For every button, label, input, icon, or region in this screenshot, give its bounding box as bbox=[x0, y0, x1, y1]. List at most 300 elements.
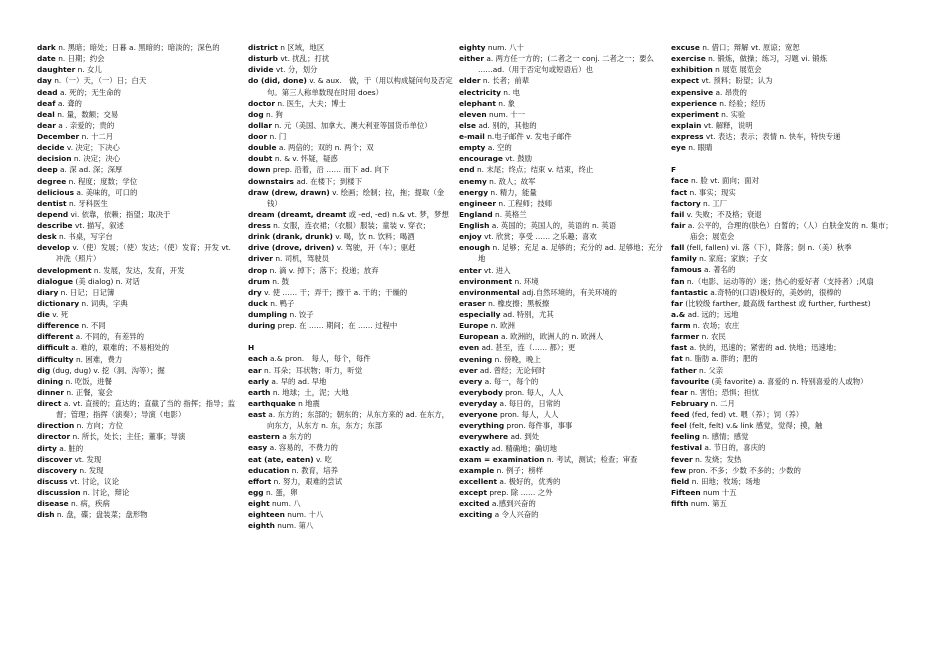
entry-definition: n. 门 bbox=[269, 132, 287, 141]
entry-definition: vt. 发现 bbox=[74, 454, 102, 464]
entry-word: eye bbox=[671, 143, 686, 153]
vocab-entry bbox=[671, 209, 893, 220]
entry-definition: n. 发展，发达，发育，开发 bbox=[93, 265, 185, 275]
entry-definition: n. 英格兰 bbox=[495, 209, 527, 219]
entry-definition: (比较级 farther, 最高级 farthest 或 further, furthest) bbox=[685, 298, 871, 308]
entry-word: enough bbox=[459, 243, 491, 253]
entry-word: fast bbox=[671, 343, 688, 353]
vocab-entry bbox=[248, 231, 454, 242]
entry-definition: a 东方的 bbox=[282, 432, 312, 442]
vocab-entry bbox=[37, 454, 237, 465]
vocab-entry bbox=[37, 398, 237, 420]
entry-definition: n. 象 bbox=[498, 98, 516, 108]
entry-word: diary bbox=[37, 287, 59, 297]
vocab-entry bbox=[671, 253, 893, 264]
vocab-entry bbox=[248, 454, 454, 465]
entry-word: day bbox=[37, 76, 52, 86]
entry-definition: n. 讨论，辩论 bbox=[82, 488, 130, 497]
vocab-entry bbox=[671, 320, 893, 331]
entry-definition: vt. 讨论，议论 bbox=[70, 476, 119, 486]
entry-definition: n. 实验 bbox=[721, 109, 746, 119]
vocab-entry bbox=[248, 476, 454, 487]
vocab-entry bbox=[459, 87, 664, 98]
entry-word: everything bbox=[459, 421, 505, 431]
entry-definition: n. 地球；土，泥；大地 bbox=[272, 387, 349, 397]
entry-definition: prep. 沿着，沿 …… 而下 ad. 向下 bbox=[272, 165, 390, 175]
entry-definition: n. 困难，费力 bbox=[75, 354, 123, 364]
vocab-entry bbox=[37, 42, 237, 53]
entry-word: dream (dreamt, dreamt bbox=[248, 209, 347, 219]
entry-word: dentist bbox=[37, 198, 67, 208]
entry-word: enemy bbox=[459, 176, 487, 186]
vocab-entry bbox=[671, 420, 893, 431]
entry-word: eastern bbox=[248, 432, 280, 442]
entry-definition: n. 经验；经历 bbox=[719, 98, 766, 108]
vocab-entry bbox=[671, 454, 893, 465]
entry-word: downstairs bbox=[248, 176, 294, 186]
entry-definition: n. 电 bbox=[503, 87, 521, 97]
vocab-entry bbox=[671, 64, 893, 75]
entry-word: everyday bbox=[459, 399, 498, 408]
entry-word: family bbox=[671, 254, 697, 264]
entry-definition: ad. 甚至，连（…… 都）；更 bbox=[481, 343, 576, 353]
entry-definition: a. 聋的 bbox=[57, 98, 82, 108]
entry-word: driver bbox=[248, 254, 273, 264]
entry-word: deep bbox=[37, 165, 58, 175]
entry-definition: pron. 每人，人人 bbox=[505, 387, 564, 397]
entry-definition: vt. 分，划分 bbox=[275, 65, 318, 75]
entry-definition: n. 十二月 bbox=[81, 132, 114, 141]
entry-word: dig bbox=[37, 365, 51, 375]
vocab-entry bbox=[37, 509, 237, 520]
entry-word: energy bbox=[459, 187, 489, 197]
blank-line bbox=[671, 153, 893, 164]
vocab-entry bbox=[459, 42, 664, 53]
entry-word: exam = examination bbox=[459, 454, 545, 464]
entry-word: difference bbox=[37, 321, 80, 331]
entry-definition: n. 农民 bbox=[701, 332, 726, 342]
vocab-entry bbox=[248, 376, 454, 387]
vocab-entry bbox=[671, 498, 893, 509]
entry-word: environmental bbox=[459, 287, 520, 297]
entry-definition: n. 元（美国、加拿大、澳大利亚等国货币单位） bbox=[274, 120, 432, 130]
entry-definition: n. 工厂 bbox=[703, 198, 728, 208]
vocab-entry bbox=[248, 109, 454, 120]
vocab-entry bbox=[459, 487, 664, 498]
entry-definition: pron. 不多；少数 不多的；少数的 bbox=[688, 465, 801, 475]
entry-word: empty bbox=[459, 143, 486, 153]
entry-definition: n. 二月 bbox=[710, 398, 735, 408]
vocab-entry bbox=[37, 64, 237, 75]
entry-word: director bbox=[37, 432, 71, 442]
entry-definition: n. 欧洲 bbox=[490, 321, 515, 331]
entry-word: everybody bbox=[459, 387, 503, 397]
vocab-entry bbox=[671, 87, 893, 98]
entry-definition: n. 耳朵；耳状物；听力，听觉 bbox=[264, 365, 363, 375]
entry-word: fall bbox=[671, 243, 685, 253]
entry-word: fifth bbox=[671, 499, 689, 509]
entry-word: dish bbox=[37, 510, 55, 520]
entry-definition: a. 著名的 bbox=[704, 265, 736, 275]
entry-definition: n. 父亲 bbox=[699, 365, 724, 375]
entry-word: exercise bbox=[671, 54, 706, 64]
entry-definition: n. 日期；约会 bbox=[58, 54, 105, 64]
entry-definition: ad. 特别，尤其 bbox=[502, 310, 554, 319]
vocab-entry bbox=[459, 387, 664, 398]
entry-word: factory bbox=[671, 198, 701, 208]
vocab-entry bbox=[459, 420, 664, 431]
entry-word: dear bbox=[37, 120, 56, 130]
vocab-entry bbox=[248, 131, 454, 142]
vocab-entry bbox=[248, 298, 454, 309]
entry-definition: vt. 预料；盼望；认为 bbox=[701, 76, 773, 86]
vocab-entry bbox=[671, 376, 893, 387]
vocab-entry bbox=[248, 409, 454, 431]
vocab-entry bbox=[37, 120, 237, 131]
entry-word: decide bbox=[37, 143, 65, 153]
entry-word: desk bbox=[37, 232, 57, 242]
entry-definition: n. 末尾；终点；结束 v. 结束，终止 bbox=[476, 165, 594, 175]
vocab-entry bbox=[248, 120, 454, 131]
entry-word: express bbox=[671, 132, 704, 141]
column-3 bbox=[459, 42, 664, 520]
vocab-entry bbox=[459, 309, 664, 320]
blank-line bbox=[248, 331, 454, 342]
vocab-entry bbox=[671, 409, 893, 420]
entry-definition: n. 女服，连衣裙；（衣服）服装；童装 v. 穿衣； bbox=[273, 221, 431, 230]
entry-definition: v. 喝，饮 n. 饮料；喝酒 bbox=[335, 232, 415, 242]
entry-word: eraser bbox=[459, 298, 486, 308]
entry-definition: n. 努力，艰难的尝试 bbox=[273, 476, 343, 486]
entry-definition: n. 程度；度数；学位 bbox=[68, 176, 138, 186]
vocab-entry bbox=[671, 120, 893, 131]
entry-word: a.& bbox=[671, 309, 686, 319]
column-2 bbox=[248, 42, 454, 531]
entry-definition: a . 亲爱的；贵的 bbox=[58, 120, 115, 130]
entry-definition: adj.自然环境的，有关环境的 bbox=[522, 287, 617, 297]
entry-definition: ad. 在楼下；到楼下 bbox=[296, 176, 362, 186]
vocab-entry bbox=[459, 153, 664, 164]
entry-definition: n. 橡皮擦；黑板擦 bbox=[488, 298, 550, 308]
vocab-entry bbox=[248, 187, 454, 209]
entry-word: difficulty bbox=[37, 354, 74, 364]
vocab-entry bbox=[459, 287, 664, 298]
entry-definition: n. 滴 v. 掉下；落下；投递；放弃 bbox=[269, 265, 379, 275]
vocab-entry bbox=[459, 465, 664, 476]
entry-word: fat bbox=[671, 354, 683, 364]
vocab-entry bbox=[671, 442, 893, 453]
entry-word: Europe bbox=[459, 321, 489, 331]
vocab-entry bbox=[671, 353, 893, 364]
entry-definition: a. 每日的，日常的 bbox=[499, 399, 561, 408]
entry-definition: a. 东方的；东部的；朝东的；从东方来的 ad. 在东方，向东方，从东方 n. 东，东方；东部 bbox=[267, 410, 449, 431]
vocab-entry bbox=[248, 75, 454, 97]
entry-definition: n. 脂肪 a. 胖的；肥的 bbox=[685, 354, 758, 364]
entry-definition: n. 狗 bbox=[266, 109, 283, 119]
vocab-entry bbox=[37, 498, 237, 509]
entry-definition: v. 决定；下决心 bbox=[66, 143, 120, 153]
entry-definition: n. 考试，测试；检查；审查 bbox=[546, 454, 638, 464]
entry-word: every bbox=[459, 376, 483, 386]
vocab-entry bbox=[248, 176, 454, 187]
entry-definition: n. 例子；榜样 bbox=[496, 465, 544, 475]
entry-definition: v. 失败；不及格；衰退 bbox=[686, 209, 762, 219]
entry-word: exhibition bbox=[671, 65, 713, 75]
entry-definition: pron. 每件事，事事 bbox=[506, 421, 573, 431]
vocab-entry bbox=[37, 198, 237, 209]
entry-word: eleven bbox=[459, 109, 487, 119]
vocab-entry bbox=[37, 342, 237, 353]
vocab-entry bbox=[459, 320, 664, 331]
entry-definition: n 地震 bbox=[298, 398, 320, 408]
entry-definition: n. 方向；方位 bbox=[76, 421, 123, 431]
vocab-entry bbox=[248, 387, 454, 398]
vocab-entry bbox=[248, 309, 454, 320]
vocab-entry bbox=[248, 320, 454, 331]
vocab-entry bbox=[37, 365, 237, 376]
entry-definition: a. 节日的，喜庆的 bbox=[704, 443, 766, 453]
vocab-entry bbox=[671, 53, 893, 64]
entry-word: either bbox=[459, 54, 484, 64]
entry-word: during bbox=[248, 321, 276, 331]
vocab-entry bbox=[671, 476, 893, 487]
vocab-entry bbox=[459, 276, 664, 287]
entry-definition: n. 眼睛 bbox=[688, 143, 713, 153]
vocab-entry bbox=[248, 431, 454, 442]
entry-word: delicious bbox=[37, 187, 75, 197]
vocab-entry bbox=[37, 153, 237, 164]
entry-definition: n. 黑暗；暗处；日暮 a. 黑暗的；暗淡的；深色的 bbox=[58, 43, 220, 52]
vocab-entry bbox=[37, 298, 237, 309]
entry-definition: n. 决定；决心 bbox=[73, 154, 121, 164]
entry-definition: n 展览 展览会 bbox=[715, 65, 762, 75]
entry-word: experience bbox=[671, 98, 717, 108]
vocab-entry bbox=[248, 53, 454, 64]
entry-word: everyone bbox=[459, 410, 498, 420]
entry-word: develop bbox=[37, 243, 71, 253]
entry-word: February bbox=[671, 398, 709, 408]
vocab-entry bbox=[671, 276, 893, 287]
entry-word: fever bbox=[671, 454, 693, 464]
vocab-entry bbox=[671, 487, 893, 498]
entry-word: eat (ate, eaten) bbox=[248, 454, 314, 464]
vocab-entry bbox=[37, 187, 237, 198]
vocab-entry bbox=[459, 354, 664, 365]
entry-definition: n. 词典，字典 bbox=[81, 298, 128, 308]
entry-definition: n.电子邮件 v. 发电子邮件 bbox=[487, 132, 572, 141]
entry-word: feeling bbox=[671, 432, 700, 442]
vocab-entry bbox=[459, 220, 664, 231]
entry-word: double bbox=[248, 143, 277, 153]
entry-word: everywhere bbox=[459, 432, 509, 442]
entry-word: engineer bbox=[459, 198, 497, 208]
entry-word: earth bbox=[248, 387, 271, 397]
vocab-entry bbox=[248, 487, 454, 498]
vocab-entry bbox=[459, 454, 664, 465]
vocab-entry bbox=[37, 276, 237, 287]
entry-definition: a. 脏的 bbox=[59, 443, 84, 453]
entry-definition: (dug, dug) v. 挖（洞、沟等）；掘 bbox=[52, 365, 165, 375]
vocab-entry bbox=[671, 398, 893, 409]
entry-word: do (did, done) bbox=[248, 76, 307, 86]
vocab-entry bbox=[37, 331, 237, 342]
entry-word: drink (drank, drunk) bbox=[248, 232, 333, 242]
vocab-entry bbox=[459, 443, 664, 454]
vocab-entry bbox=[459, 365, 664, 376]
vocab-entry bbox=[248, 498, 454, 509]
entry-word: Fifteen bbox=[671, 487, 701, 497]
vocab-entry bbox=[248, 209, 454, 220]
entry-word: degree bbox=[37, 176, 67, 186]
entry-word: exactly bbox=[459, 443, 490, 453]
entry-definition: a. 不同的，有差异的 bbox=[75, 332, 144, 342]
vocab-entry bbox=[248, 64, 454, 75]
vocab-entry bbox=[248, 276, 454, 287]
entry-word: dress bbox=[248, 221, 271, 230]
entry-word: draw (drew, drawn) bbox=[248, 187, 330, 197]
entry-definition: ad. 曾经；无论何时 bbox=[479, 365, 546, 375]
entry-word: dirty bbox=[37, 443, 57, 453]
entry-word: door bbox=[248, 132, 268, 141]
vocab-entry bbox=[37, 231, 237, 242]
entry-definition: n. 鼓 bbox=[272, 276, 290, 286]
entry-word: dead bbox=[37, 87, 58, 97]
vocab-entry bbox=[671, 175, 893, 186]
vocab-entry bbox=[37, 265, 237, 276]
vocab-entry bbox=[37, 220, 237, 231]
vocab-entry bbox=[671, 342, 893, 353]
entry-definition: n. 日记；日记簿 bbox=[60, 287, 115, 297]
entry-definition: a. 两方任一方的；(二者之一 conj. 二者之一；要么 ……ad.（用于否定句或短语后）也 bbox=[478, 54, 654, 75]
vocab-entry bbox=[248, 98, 454, 109]
entry-definition: a. 每一，每个的 bbox=[484, 376, 539, 386]
vocab-entry bbox=[37, 87, 237, 98]
entry-definition: num. 第五 bbox=[690, 499, 727, 509]
entry-word: famous bbox=[671, 265, 702, 275]
entry-definition: a. 空的 bbox=[487, 143, 512, 153]
entry-definition: vt. 描写，叙述 bbox=[74, 221, 124, 230]
entry-word: farmer bbox=[671, 332, 700, 342]
entry-word: date bbox=[37, 54, 56, 64]
entry-definition: v. & aux. 做，干（用以构成疑问句及否定句。第三人称单数现在时用 does） bbox=[267, 76, 453, 97]
entry-word: father bbox=[671, 365, 697, 375]
entry-word: development bbox=[37, 265, 92, 275]
vocab-entry bbox=[671, 387, 893, 398]
entry-definition: n. 精力，能量 bbox=[490, 187, 537, 197]
entry-word: eight bbox=[248, 499, 270, 509]
entry-word: evening bbox=[459, 354, 493, 364]
vocab-entry bbox=[37, 75, 237, 86]
entry-word: except bbox=[459, 488, 487, 497]
entry-word: elephant bbox=[459, 98, 496, 108]
vocab-entry bbox=[459, 198, 664, 209]
vocab-entry bbox=[459, 164, 664, 175]
vocab-entry bbox=[37, 487, 237, 498]
vocab-entry bbox=[671, 198, 893, 209]
entry-word: eighty bbox=[459, 43, 486, 52]
entry-definition: a 令人兴奋的 bbox=[494, 510, 539, 520]
entry-definition: n. 工程师；技师 bbox=[498, 198, 553, 208]
entry-word: festival bbox=[671, 443, 703, 453]
entry-definition: n. 医生，大夫；博士 bbox=[277, 98, 346, 108]
vocab-entry bbox=[37, 164, 237, 175]
entry-definition: a.感到兴奋的 bbox=[491, 499, 536, 509]
entry-word: down bbox=[248, 165, 271, 175]
entry-word: deaf bbox=[37, 98, 56, 108]
entry-definition: a. 死的；无生命的 bbox=[59, 87, 121, 97]
entry-word: direction bbox=[37, 421, 75, 431]
entry-word: easy bbox=[248, 443, 268, 453]
entry-word: expect bbox=[671, 76, 699, 86]
entry-word: disturb bbox=[248, 54, 278, 64]
entry-word: eighteen bbox=[248, 510, 285, 520]
entry-definition: a. vt. 直接的；直达的；直截了当的 指挥；指导；监督；管理；指挥（演奏）；导演（电影） bbox=[56, 399, 236, 420]
entry-definition: prep. 在 …… 期间；在 …… 过程中 bbox=[277, 321, 398, 331]
entry-definition: (美 dialog) n. 对话 bbox=[75, 276, 140, 286]
entry-definition: prep. 除 …… 之外 bbox=[489, 488, 553, 497]
vocab-entry bbox=[671, 309, 893, 320]
vocab-entry bbox=[671, 42, 893, 53]
entry-word: dialogue bbox=[37, 276, 73, 286]
entry-definition: v.（使）发展；（使）发达；（使）发育；开发 vt. 冲洗（照片） bbox=[56, 243, 231, 264]
entry-word: discuss bbox=[37, 476, 68, 486]
entry-word: divide bbox=[248, 65, 274, 75]
entry-word: far bbox=[671, 298, 683, 308]
entry-word: dog bbox=[248, 109, 264, 119]
entry-definition: a. 昂贵的 bbox=[715, 87, 747, 97]
entry-word: farm bbox=[671, 321, 691, 331]
entry-definition: vt. 鼓励 bbox=[505, 154, 533, 164]
entry-definition: ad. 到处 bbox=[510, 432, 540, 442]
column-1 bbox=[37, 42, 237, 520]
entry-definition: a. 美味的，可口的 bbox=[76, 187, 138, 197]
vocab-entry bbox=[37, 354, 237, 365]
vocab-entry bbox=[459, 242, 664, 264]
entry-definition: a. 公平的，合理的(肤色）白皙的；（人）白肤金发的 n. 集市；庙会；展览会 bbox=[687, 220, 893, 242]
entry-word: expensive bbox=[671, 87, 714, 97]
entry-definition: n.（一）天，（一）日；白天 bbox=[54, 76, 147, 86]
entry-word: excellent bbox=[459, 476, 498, 486]
entry-word: dumpling bbox=[248, 310, 288, 319]
entry-word: especially bbox=[459, 310, 501, 319]
entry-definition: v. 驾驶，开（车）；驱赶 bbox=[336, 243, 416, 253]
entry-definition: vt. 进入 bbox=[483, 265, 511, 275]
entry-definition: a. 欧洲的，欧洲人的 n. 欧洲人 bbox=[500, 332, 604, 342]
entry-definition: a. 容易的，不费力的 bbox=[269, 443, 338, 453]
entry-definition: n. 鸭子 bbox=[270, 298, 295, 308]
entry-word: district bbox=[248, 43, 278, 52]
entry-word: explain bbox=[671, 120, 702, 130]
vocab-entry bbox=[37, 131, 237, 142]
vocab-entry bbox=[459, 209, 664, 220]
vocab-entry bbox=[37, 309, 237, 320]
entry-definition: v. 吃 bbox=[315, 454, 332, 464]
entry-definition: vt. 欣赏；享受 …… 之乐趣；喜欢 bbox=[484, 232, 597, 242]
entry-word: discovery bbox=[37, 465, 77, 475]
entry-word: deal bbox=[37, 109, 55, 119]
entry-word: egg bbox=[248, 487, 264, 497]
entry-definition: n. 田地；牧场；场地 bbox=[691, 476, 761, 486]
section-letter: H bbox=[248, 343, 255, 353]
vocab-entry bbox=[37, 420, 237, 431]
vocab-entry bbox=[37, 431, 237, 442]
vocab-entry bbox=[459, 98, 664, 109]
entry-definition: n. 足够；充足 a. 足够的；充分的 ad. 足够地；充分地 bbox=[478, 243, 663, 264]
vocab-entry bbox=[37, 376, 237, 387]
vocab-entry bbox=[248, 142, 454, 153]
entry-definition: (fell, fallen) vi. 落（下），降落；倒 n.（美）秋季 bbox=[686, 243, 852, 253]
entry-definition: n. 女儿 bbox=[77, 65, 102, 75]
